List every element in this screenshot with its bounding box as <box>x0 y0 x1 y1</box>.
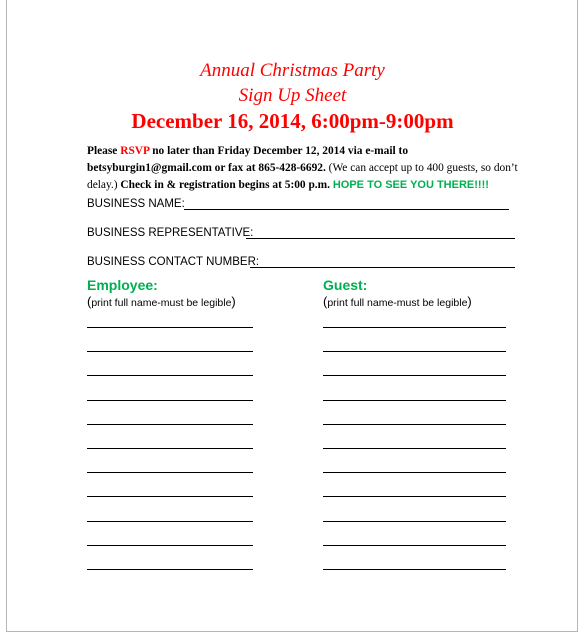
business-representative-line[interactable] <box>246 238 515 239</box>
guest-signup-line[interactable] <box>323 400 506 401</box>
guest-signup-line[interactable] <box>323 521 506 522</box>
guest-signup-line[interactable] <box>323 375 506 376</box>
employee-instruction <box>87 294 236 309</box>
guest-signup-line[interactable] <box>323 569 506 570</box>
employee-signup-line[interactable] <box>87 569 253 570</box>
guest-open-paren: ( <box>323 294 328 309</box>
guest-signup-line[interactable] <box>323 472 506 473</box>
event-title: Annual Christmas Party <box>200 60 385 81</box>
business-contact-label: BUSINESS CONTACT NUMBER: <box>87 256 260 268</box>
employee-signup-line[interactable] <box>87 545 253 546</box>
employee-signup-line[interactable] <box>87 496 253 497</box>
intro-checkin: Check in & registration begins at 5:00 p.m. <box>117 179 333 191</box>
intro-paragraph <box>87 143 527 194</box>
business-representative-label: BUSINESS REPRESENTATIVE: <box>87 227 254 239</box>
employee-signup-line[interactable] <box>87 521 253 522</box>
sheet-title: Sign Up Sheet <box>238 85 347 106</box>
employee-heading: Employee: <box>87 277 158 293</box>
business-name-label: BUSINESS NAME: <box>87 198 185 210</box>
rsvp-label: RSVP <box>120 145 150 157</box>
guest-heading: Guest: <box>323 277 368 293</box>
guest-signup-line[interactable] <box>323 496 506 497</box>
business-contact-line[interactable] <box>250 267 515 268</box>
guest-close-paren: ) <box>467 294 472 309</box>
employee-instruction-text: print full name-must be legible <box>91 297 232 309</box>
guest-instruction <box>323 294 472 309</box>
guest-signup-line[interactable] <box>323 424 506 425</box>
employee-signup-line[interactable] <box>87 472 253 473</box>
guest-instruction-text: print full name-must be legible <box>327 297 468 309</box>
employee-signup-line[interactable] <box>87 400 253 401</box>
employee-signup-line[interactable] <box>87 424 253 425</box>
event-date: December 16, 2014, 6:00pm-9:00pm <box>131 109 454 133</box>
guest-signup-line[interactable] <box>323 448 506 449</box>
guest-signup-line[interactable] <box>323 351 506 352</box>
employee-open-paren: ( <box>87 294 92 309</box>
employee-signup-line[interactable] <box>87 327 253 328</box>
business-name-line[interactable] <box>184 209 509 210</box>
employee-signup-line[interactable] <box>87 448 253 449</box>
employee-signup-line[interactable] <box>87 375 253 376</box>
employee-signup-line[interactable] <box>87 351 253 352</box>
guest-signup-line[interactable] <box>323 327 506 328</box>
intro-please: Please <box>87 145 121 157</box>
employee-close-paren: ) <box>231 294 236 309</box>
intro-deadline: no later than Friday December 12, 2014 via e-mail to betsyburgin1@gmail.com or fax at 865-428-6692. <box>87 145 409 174</box>
intro-note: (We can accept up to 400 guests, so don’t delay.) <box>87 162 518 191</box>
guest-signup-line[interactable] <box>323 545 506 546</box>
intro-hope: HOPE TO SEE YOU THERE!!!! <box>332 179 489 191</box>
